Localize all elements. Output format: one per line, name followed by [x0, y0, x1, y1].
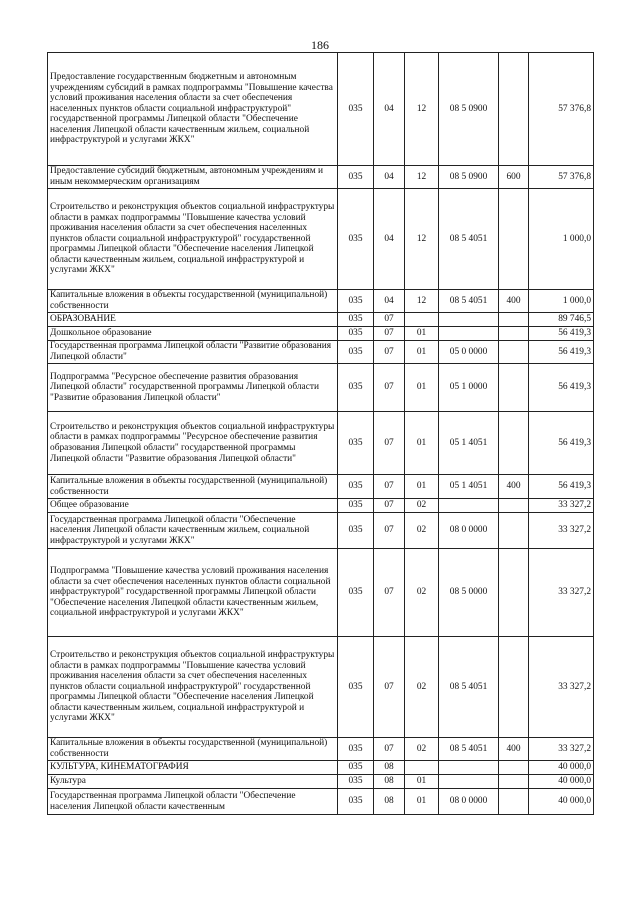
amount: 56 419,3 — [529, 475, 594, 499]
amount: 40 000,0 — [529, 775, 594, 789]
table-row — [48, 775, 594, 789]
line-item-name: Подпрограмма "Ресурсное обеспечение развития образования Липецкой области" государственной программы Липецкой области "Развитие образования Липецкой области" — [48, 364, 338, 412]
ministry-code: 035 — [338, 513, 374, 549]
table-row — [48, 290, 594, 313]
line-item-name: Капитальные вложения в объекты государственной (муниципальной) собственности — [48, 738, 338, 761]
expense-type-code — [499, 313, 529, 327]
section-code: 04 — [374, 166, 405, 189]
amount: 33 327,2 — [529, 637, 594, 738]
section-code: 04 — [374, 189, 405, 290]
expense-type-code — [499, 761, 529, 775]
target-article-code: 05 1 4051 — [439, 475, 499, 499]
table-row — [48, 189, 594, 290]
ministry-code: 035 — [338, 189, 374, 290]
amount: 57 376,8 — [529, 166, 594, 189]
target-article-code: 08 5 0000 — [439, 549, 499, 637]
section-code: 07 — [374, 499, 405, 513]
section-code: 04 — [374, 290, 405, 313]
expense-type-code: 400 — [499, 738, 529, 761]
subsection-code: 02 — [405, 738, 439, 761]
table-row — [48, 475, 594, 499]
ministry-code: 035 — [338, 761, 374, 775]
line-item-name: Строительство и реконструкция объектов социальной инфраструктуры области в рамках подпрограммы "Повышение качества условий проживания населения области за счет обеспечения населенных пунктов области социальной инфраструктурой" государственной программы Липецкой области "Обеспечение населения Липецкой области качественным жильем, социальной инфраструктурой и услугами ЖКХ" — [48, 637, 338, 738]
target-article-code — [439, 761, 499, 775]
subsection-code: 01 — [405, 775, 439, 789]
line-item-name: Строительство и реконструкция объектов социальной инфраструктуры области в рамках подпрограммы "Ресурсное обеспечение развития образования Липецкой области" государственной программы Липецкой области "Развитие образования Липецкой области" — [48, 412, 338, 475]
table-row — [48, 313, 594, 327]
amount: 56 419,3 — [529, 412, 594, 475]
section-code: 07 — [374, 313, 405, 327]
subsection-code: 12 — [405, 53, 439, 166]
amount: 57 376,8 — [529, 53, 594, 166]
section-code: 07 — [374, 513, 405, 549]
target-article-code — [439, 327, 499, 341]
table-row — [48, 761, 594, 775]
section-code: 07 — [374, 475, 405, 499]
expense-type-code — [499, 53, 529, 166]
expense-type-code — [499, 341, 529, 364]
subsection-code: 12 — [405, 290, 439, 313]
expense-type-code — [499, 412, 529, 475]
ministry-code: 035 — [338, 166, 374, 189]
target-article-code: 05 0 0000 — [439, 341, 499, 364]
expense-type-code — [499, 499, 529, 513]
ministry-code: 035 — [338, 475, 374, 499]
section-code: 04 — [374, 53, 405, 166]
table-row — [48, 637, 594, 738]
target-article-code: 05 1 0000 — [439, 364, 499, 412]
amount: 56 419,3 — [529, 341, 594, 364]
amount: 56 419,3 — [529, 327, 594, 341]
target-article-code — [439, 313, 499, 327]
line-item-name: Капитальные вложения в объекты государственной (муниципальной) собственности — [48, 475, 338, 499]
amount: 33 327,2 — [529, 499, 594, 513]
table-row — [48, 364, 594, 412]
expense-type-code — [499, 364, 529, 412]
target-article-code: 05 1 4051 — [439, 412, 499, 475]
budget-table-body — [48, 53, 594, 815]
line-item-name: КУЛЬТУРА, КИНЕМАТОГРАФИЯ — [48, 761, 338, 775]
table-row — [48, 499, 594, 513]
expense-type-code — [499, 327, 529, 341]
table-row — [48, 549, 594, 637]
section-code: 07 — [374, 549, 405, 637]
table-row — [48, 341, 594, 364]
ministry-code: 035 — [338, 364, 374, 412]
amount: 33 327,2 — [529, 549, 594, 637]
expense-type-code: 400 — [499, 290, 529, 313]
ministry-code: 035 — [338, 775, 374, 789]
line-item-name: Подпрограмма "Повышение качества условий проживания населения области за счет обеспечения населенных пунктов области социальной инфраструктурой" государственной программы Липецкой области "Обеспечение населения Липецкой области качественным жильем, социальной инфраструктурой и услугами ЖКХ" — [48, 549, 338, 637]
line-item-name: Предоставление государственным бюджетным и автономным учреждениям субсидий в рамках подпрограммы "Повышение качества условий проживания населения области за счет обеспечения населенных пунктов области социальной инфраструктурой" государственной программы Липецкой области "Обеспечение населения Липецкой области качественным жильем, социальной инфраструктурой и услугами ЖКХ" — [48, 53, 338, 166]
subsection-code: 02 — [405, 637, 439, 738]
line-item-name: Государственная программа Липецкой области "Обеспечение населения Липецкой области качественным жильем, социальной инфраструктурой и услугами ЖКХ" — [48, 513, 338, 549]
table-row — [48, 53, 594, 166]
section-code: 07 — [374, 412, 405, 475]
target-article-code — [439, 499, 499, 513]
subsection-code: 01 — [405, 475, 439, 499]
table-row — [48, 412, 594, 475]
ministry-code: 035 — [338, 313, 374, 327]
section-code: 07 — [374, 341, 405, 364]
section-code: 07 — [374, 364, 405, 412]
amount: 40 000,0 — [529, 789, 594, 815]
target-article-code: 08 5 4051 — [439, 637, 499, 738]
table-row — [48, 166, 594, 189]
line-item-name: Государственная программа Липецкой области "Обеспечение населения Липецкой области качественным — [48, 789, 338, 815]
subsection-code — [405, 313, 439, 327]
amount: 33 327,2 — [529, 513, 594, 549]
ministry-code: 035 — [338, 412, 374, 475]
amount: 1 000,0 — [529, 290, 594, 313]
section-code: 07 — [374, 738, 405, 761]
line-item-name: Культура — [48, 775, 338, 789]
amount: 89 746,5 — [529, 313, 594, 327]
target-article-code: 08 5 4051 — [439, 189, 499, 290]
subsection-code: 02 — [405, 513, 439, 549]
ministry-code: 035 — [338, 549, 374, 637]
amount: 40 000,0 — [529, 761, 594, 775]
amount: 56 419,3 — [529, 364, 594, 412]
subsection-code: 01 — [405, 789, 439, 815]
table-row — [48, 327, 594, 341]
ministry-code: 035 — [338, 327, 374, 341]
line-item-name: Общее образование — [48, 499, 338, 513]
table-row — [48, 513, 594, 549]
table-row — [48, 789, 594, 815]
section-code: 07 — [374, 637, 405, 738]
line-item-name: Капитальные вложения в объекты государственной (муниципальной) собственности — [48, 290, 338, 313]
line-item-name: Предоставление субсидий бюджетным, автономным учреждениям и иным некоммерческим организациям — [48, 166, 338, 189]
expense-type-code: 400 — [499, 475, 529, 499]
section-code: 07 — [374, 327, 405, 341]
ministry-code: 035 — [338, 341, 374, 364]
subsection-code: 01 — [405, 327, 439, 341]
expense-type-code — [499, 513, 529, 549]
subsection-code: 01 — [405, 412, 439, 475]
expense-type-code — [499, 775, 529, 789]
expense-type-code — [499, 549, 529, 637]
expense-type-code — [499, 789, 529, 815]
subsection-code: 12 — [405, 166, 439, 189]
target-article-code — [439, 775, 499, 789]
target-article-code: 08 5 0900 — [439, 166, 499, 189]
expense-type-code — [499, 637, 529, 738]
subsection-code: 02 — [405, 499, 439, 513]
expense-type-code — [499, 189, 529, 290]
amount: 1 000,0 — [529, 189, 594, 290]
ministry-code: 035 — [338, 499, 374, 513]
ministry-code: 035 — [338, 789, 374, 815]
target-article-code: 08 5 4051 — [439, 738, 499, 761]
target-article-code: 08 5 0900 — [439, 53, 499, 166]
ministry-code: 035 — [338, 738, 374, 761]
expense-type-code: 600 — [499, 166, 529, 189]
budget-table — [47, 52, 594, 815]
page-number: 186 — [311, 38, 329, 52]
subsection-code: 02 — [405, 549, 439, 637]
ministry-code: 035 — [338, 290, 374, 313]
subsection-code — [405, 761, 439, 775]
section-code: 08 — [374, 789, 405, 815]
section-code: 08 — [374, 775, 405, 789]
line-item-name: Дошкольное образование — [48, 327, 338, 341]
subsection-code: 01 — [405, 341, 439, 364]
target-article-code: 08 0 0000 — [439, 789, 499, 815]
table-row — [48, 738, 594, 761]
amount: 33 327,2 — [529, 738, 594, 761]
section-code: 08 — [374, 761, 405, 775]
line-item-name: Строительство и реконструкция объектов социальной инфраструктуры области в рамках подпрограммы "Повышение качества условий проживания населения области за счет обеспечения населенных пунктов области социальной инфраструктурой" государственной программы Липецкой области "Обеспечение населения Липецкой области качественным жильем, социальной инфраструктурой и услугами ЖКХ" — [48, 189, 338, 290]
ministry-code: 035 — [338, 53, 374, 166]
line-item-name: ОБРАЗОВАНИЕ — [48, 313, 338, 327]
line-item-name: Государственная программа Липецкой области "Развитие образования Липецкой области" — [48, 341, 338, 364]
subsection-code: 12 — [405, 189, 439, 290]
target-article-code: 08 5 4051 — [439, 290, 499, 313]
subsection-code: 01 — [405, 364, 439, 412]
ministry-code: 035 — [338, 637, 374, 738]
target-article-code: 08 0 0000 — [439, 513, 499, 549]
